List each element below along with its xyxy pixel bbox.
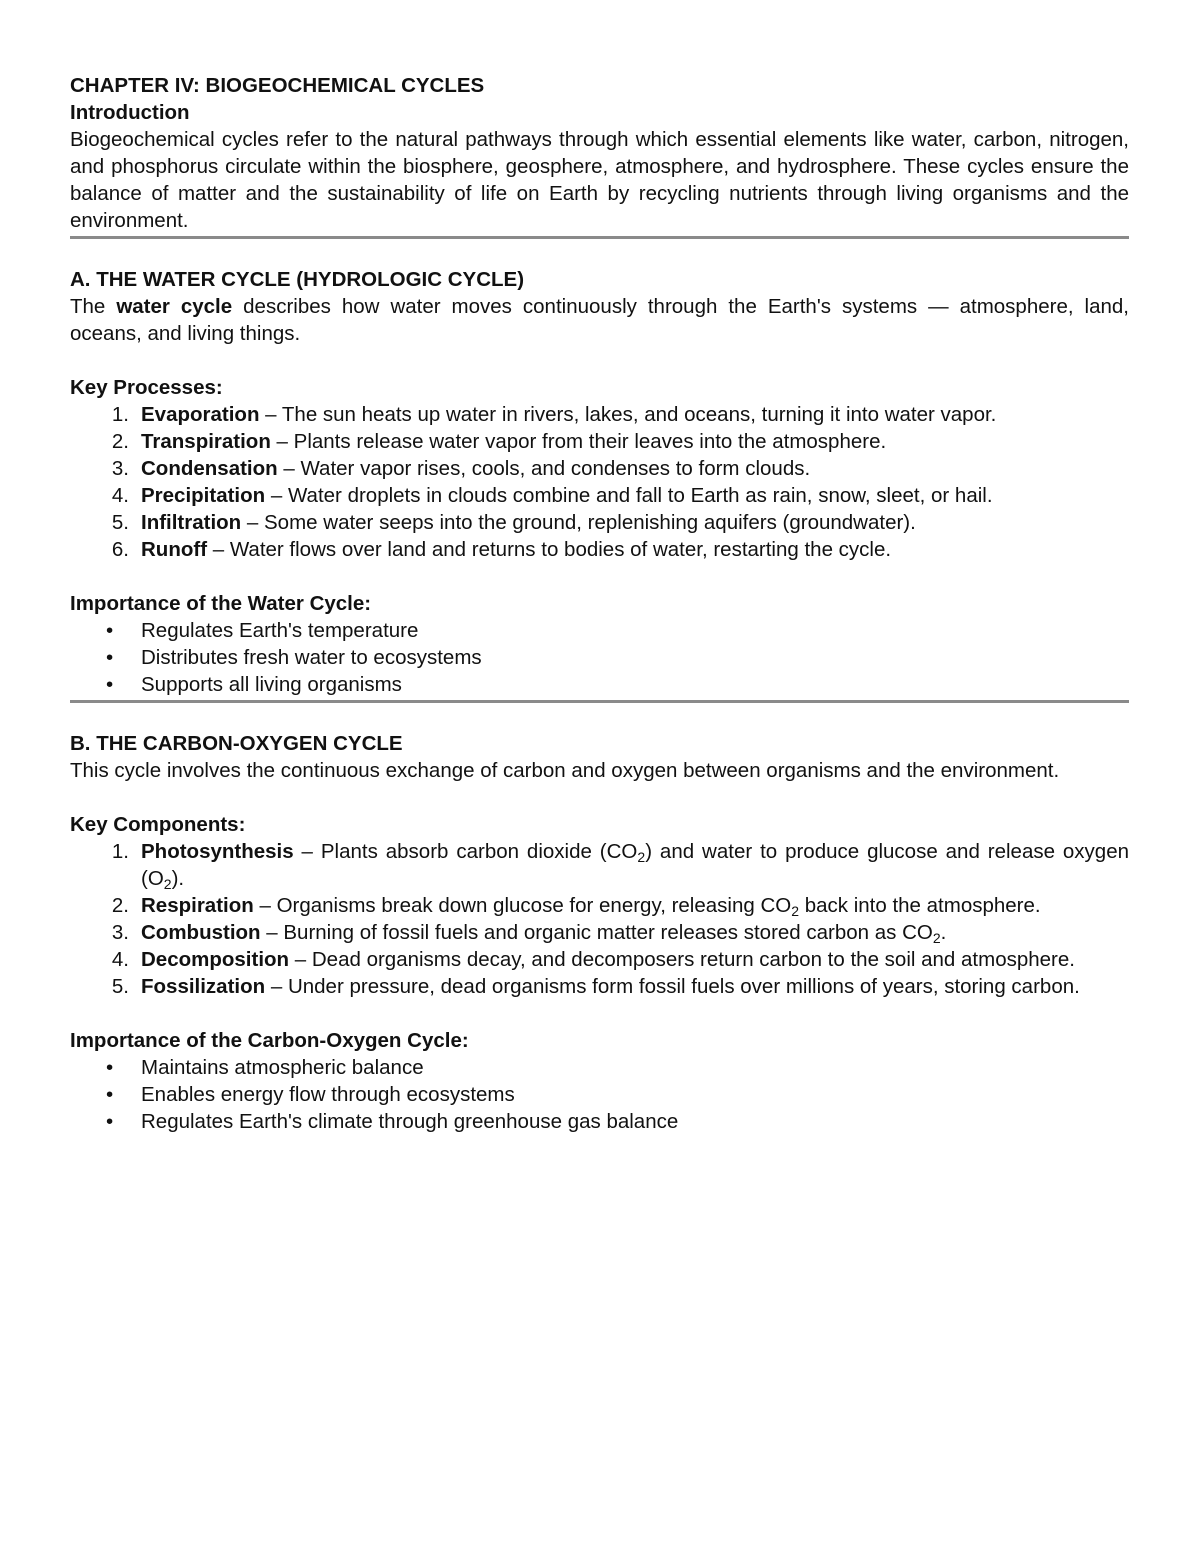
list-item: 2. Transpiration – Plants release water vapor from their leaves into the atmosphere. xyxy=(111,430,887,453)
carbon-importance-title: Importance of the Carbon-Oxygen Cycle: xyxy=(70,1029,469,1052)
list-item: 4. Precipitation – Water droplets in clouds combine and fall to Earth as rain, snow, sleet, or hail. xyxy=(111,484,993,507)
water-cycle-term: water cycle xyxy=(116,295,233,318)
bullet-icon: • xyxy=(106,1056,114,1079)
chapter-title: CHAPTER IV: BIOGEOCHEMICAL CYCLES xyxy=(70,74,485,97)
list-item: • Regulates Earth's climate through greenhouse gas balance xyxy=(70,1108,1129,1135)
bullet-icon: • xyxy=(106,1110,114,1133)
list-item: 1. Evaporation – The sun heats up water in rivers, lakes, and oceans, turning it into water vapor. xyxy=(111,403,997,426)
carbon-cycle-description: This cycle involves the continuous exchange of carbon and oxygen between organisms and the environment. xyxy=(70,759,1060,782)
key-processes-list xyxy=(70,401,1129,563)
list-item: • Maintains atmospheric balance xyxy=(70,1054,1129,1081)
key-components-title: Key Components: xyxy=(70,813,246,836)
list-item: • Regulates Earth's temperature xyxy=(70,617,1129,644)
list-item: • Supports all living organisms xyxy=(70,671,1129,698)
bullet-icon: • xyxy=(106,646,114,669)
document-page xyxy=(70,72,1129,1135)
list-item: 5. Fossilization – Under pressure, dead organisms form fossil fuels over millions of years, storing carbon. xyxy=(111,975,1080,998)
key-components-list xyxy=(70,838,1129,1000)
list-item: 4. Decomposition – Dead organisms decay, and decomposers return carbon to the soil and atmosphere. xyxy=(111,948,1075,971)
bullet-icon: • xyxy=(106,673,114,696)
list-item: 2. Respiration – Organisms break down glucose for energy, releasing $CO_2$ back into the atmosphere. xyxy=(111,894,1041,919)
list-item: • Enables energy flow through ecosystems xyxy=(70,1081,1129,1108)
water-cycle-heading: A. THE WATER CYCLE (HYDROLOGIC CYCLE) xyxy=(70,268,525,291)
list-item: 5. Infiltration – Some water seeps into the ground, replenishing aquifers (groundwater). xyxy=(111,511,916,534)
carbon-importance-list xyxy=(70,1054,1129,1135)
key-processes-title: Key Processes: xyxy=(70,376,223,399)
list-item: 1. Photosynthesis – Plants absorb carbon dioxide $(CO_2)$ and water to produce glucose and release oxygen $(O_2)$. xyxy=(111,840,1130,892)
list-item: 3. Combustion – Burning of fossil fuels and organic matter releases stored carbon as $CO_2$. xyxy=(111,921,947,946)
list-item: 3. Condensation – Water vapor rises, cools, and condenses to form clouds. xyxy=(111,457,811,480)
intro-text: Biogeochemical cycles refer to the natural pathways through which essential elements like water, carbon, nitrogen, and phosphorus circulate within the biosphere, geosphere, atmosphere, and hydrosphere. These cycles ensure the balance of matter and the sustainability of life on Earth by recycling nutrients through living organisms and the environment. xyxy=(70,128,1129,232)
list-item: 6. Runoff – Water flows over land and returns to bodies of water, restarting the cycle. xyxy=(111,538,892,561)
list-item: • Distributes fresh water to ecosystems xyxy=(70,644,1129,671)
water-cycle-description: The water cycle describes how water moves continuously through the Earth's systems — atmosphere, land, oceans, and living things. xyxy=(70,295,1129,345)
intro-heading: Introduction xyxy=(70,101,190,124)
water-importance-list xyxy=(70,617,1129,698)
water-importance-title: Importance of the Water Cycle: xyxy=(70,592,372,615)
carbon-cycle-heading: B. THE CARBON-OXYGEN CYCLE xyxy=(70,732,403,755)
bullet-icon: • xyxy=(106,619,114,642)
bullet-icon: • xyxy=(106,1083,114,1106)
